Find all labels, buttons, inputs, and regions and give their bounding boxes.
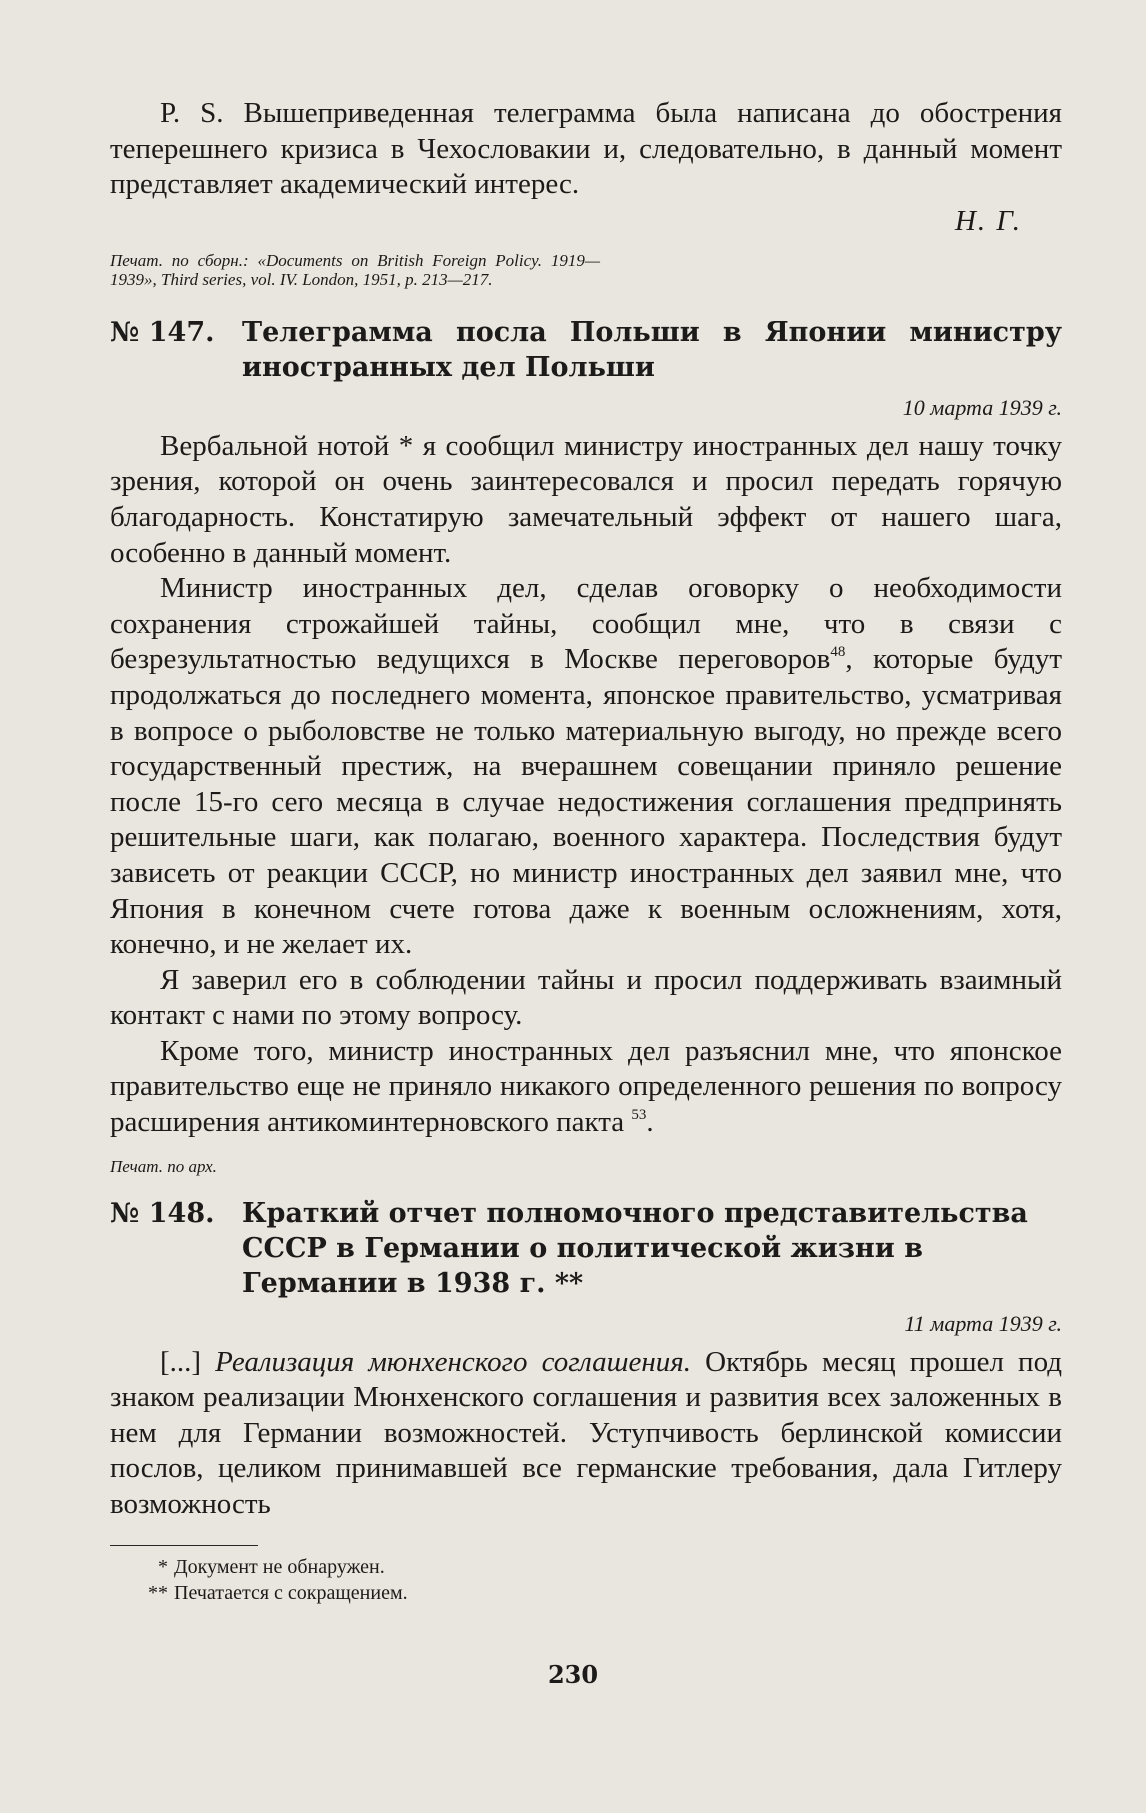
doc-148-lead: [...] bbox=[160, 1345, 216, 1378]
doc-147-paragraph-4 bbox=[110, 1034, 1062, 1141]
postscript-source: Печат. по сборн.: «Documents on British Foreign Policy. 1919—1939», Third series, vol. IV. London, 1951, p. 213—217. bbox=[110, 250, 600, 289]
signature: Н. Г. bbox=[954, 204, 1022, 237]
page-number: 230 bbox=[547, 1660, 599, 1689]
doc-147-paragraph-3: Я заверил его в соблюдении тайны и просил поддерживать взаимный контакт с нами по этому вопросу. bbox=[110, 963, 1062, 1032]
doc-147-paragraph-4-part-a: Кроме того, министр иностранных дел разъяснил мне, что японское правительство еще не приняло никакого определенного решения по вопросу расширения антикоминтерновского пакта bbox=[110, 1034, 1062, 1139]
doc-147-source: Печат. по арх. bbox=[110, 1156, 217, 1176]
doc-147-title: Телеграмма посла Польши в Японии министру иностранных дел Польши bbox=[242, 316, 1062, 383]
doc-148-date: 11 марта 1939 г. bbox=[904, 1310, 1062, 1336]
footnote-2-text: Печатается с сокращением. bbox=[174, 1581, 408, 1604]
footnote-2-mark: ** bbox=[148, 1581, 168, 1604]
note-ref-48: 48 bbox=[830, 644, 846, 661]
footnotes bbox=[110, 1554, 1062, 1606]
doc-147-paragraph-4-part-b: . bbox=[646, 1106, 654, 1139]
footnote-1 bbox=[140, 1554, 1062, 1580]
doc-147-paragraph-2 bbox=[110, 571, 1062, 963]
doc-148-title: Краткий отчет полномочного представительства СССР в Германии о политической жизни в Германии в 1938 г. ** bbox=[242, 1197, 1028, 1299]
postscript-text: P. S. Вышеприведенная телеграмма была написана до обострения теперешнего кризиса в Чехословакии и, следовательно, в данный момент представляет академический интерес. bbox=[110, 97, 1062, 201]
postscript-block bbox=[110, 96, 1062, 289]
doc-147-paragraph-2-part-b: , которые будут продолжаться до последнего момента, японское правительство, усматривая в вопросе о рыболовстве не только материальную выгоду, но прежде всего государственный престиж, на вчерашнем совещании приняло решение после 15-го сего месяца в случае недостижения соглашения предпринять решительные шаги, как полагаю, военного характера. Последствия будут зависеть от реакции СССР, но министр иностранных дел заявил мне, что Япония в конечном счете готова даже к военным осложнениям, хотя, конечно, и не желает их. bbox=[110, 643, 1062, 961]
doc-148-heading bbox=[110, 1196, 1062, 1301]
doc-147-paragraph-2-part-a: Министр иностранных дел, сделав оговорку о необходимости сохранения строжайшей тайны, сообщил мне, что в связи с безрезультатностью ведущихся в Москве переговоров bbox=[110, 572, 1062, 676]
document-148 bbox=[110, 1196, 1062, 1523]
doc-147-date: 10 марта 1939 г. bbox=[902, 394, 1062, 420]
document-147 bbox=[110, 315, 1062, 1176]
footnote-1-text: Документ не обнаружен. bbox=[174, 1555, 385, 1578]
doc-148-section-title: Реализация мюнхенского соглашения. bbox=[215, 1345, 692, 1378]
footnote-1-mark: * bbox=[158, 1555, 168, 1578]
note-ref-53: 53 bbox=[631, 1107, 647, 1124]
doc-147-paragraph-1: Вербальной нотой * я сообщил министру иностранных дел нашу точку зрения, которой он очень заинтересовался и просил передать горячую благодарность. Констатирую замечательный эффект от нашего шага, особенно в данный момент. bbox=[110, 429, 1062, 569]
doc-148-paragraph-text: Октябрь месяц прошел под знаком реализации Мюнхенского соглашения и развития всех заложенных в нем для Германии возможностей. Уступчивость берлинской комиссии послов, целиком принимавшей все германские требования, дала Гитлеру возможность bbox=[110, 1345, 1062, 1521]
doc-147-heading bbox=[110, 315, 1062, 385]
doc-148-paragraph-1 bbox=[110, 1345, 1062, 1523]
footnote-2 bbox=[140, 1580, 1062, 1606]
doc-147-number: № 147. bbox=[110, 316, 215, 348]
footnote-rule bbox=[110, 1545, 258, 1546]
doc-148-number: № 148. bbox=[110, 1197, 215, 1229]
